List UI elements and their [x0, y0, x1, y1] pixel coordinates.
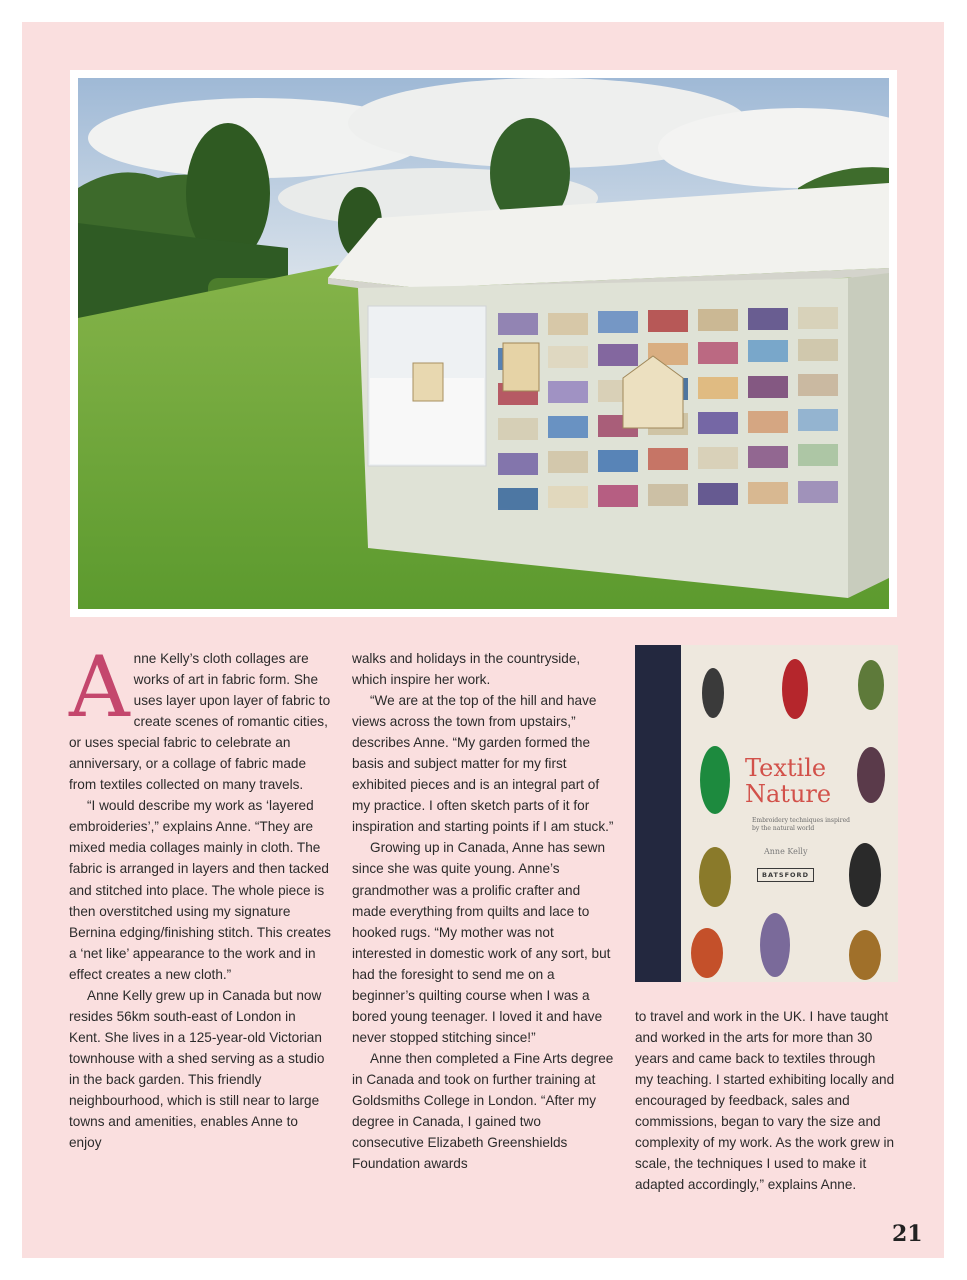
article-column-3 [635, 1006, 897, 1195]
photo-frame [70, 70, 897, 617]
article-paragraph: Anne then completed a Fine Arts degree in Canada and took on further training at Goldsmiths College in London. “After my degree in Canada, I gained two consecutive Elizabeth Greenshields Foundation awards [352, 1050, 614, 1172]
book-cover-image [635, 645, 898, 982]
article-paragraph-text: nne Kelly’s cloth collages are works of art in fabric form. She uses layer upon layer of fabric to create scenes of romantic cities, or uses special fabric to celebrate an anniversary, or a collage of fabric made from textiles collected on many travels. [69, 651, 331, 793]
article-paragraph: “We are at the top of the hill and have views across the town from upstairs,” describes Anne. “My garden formed the basis and subject matter for my first exhibited pieces and is an integral part of my practice. I often sketch parts of it for inspiration and starting points if I am stuck.” [352, 693, 614, 835]
article-column-2 [352, 648, 614, 1174]
page-number: 21 [892, 1221, 923, 1247]
garden-shed-photo [78, 78, 889, 609]
book-title-line: Nature [745, 780, 832, 808]
book-title [745, 755, 865, 807]
book-publisher: BATSFORD [757, 868, 814, 882]
book-title-line: Textile [745, 754, 827, 782]
beetle-illustrations [635, 645, 898, 982]
article-paragraph: Growing up in Canada, Anne has sewn since she was quite young. Anne’s grandmother was a prolific crafter and made everything from quilts and lace to hooked rugs. “My mother was not interested in domestic work of any sort, but had the foresight to send me on a beginner’s quilting course when I was a bored young teenager. I loved it and have never stopped stitching since!” [352, 840, 611, 1045]
article-paragraph: Anne Kelly grew up in Canada but now resides 56km south-east of London in Kent. She lives in a 125-year-old Victorian townhouse with a shed serving as a studio in the back garden. This friendly neighbourhood, which is still near to large towns and amenities, enables Anne to enjoy [69, 987, 325, 1151]
book-subtitle: Embroidery techniques inspired by the natural world [752, 817, 850, 832]
article-paragraph [69, 638, 331, 795]
article-paragraph: to travel and work in the UK. I have taught and worked in the arts for more than 30 years and came back to textiles through my teaching. I started exhibiting locally and encouraged by feedback, sales and commissions, began to vary the size and complexity of my work. As the work grew in scale, the techniques I used to make it adapted accordingly,” explains Anne. [635, 1009, 895, 1193]
book-author: Anne Kelly [764, 847, 808, 856]
article-column-1 [69, 638, 331, 1153]
article-paragraph: “I would describe my work as ‘layered embroideries’,” explains Anne. “They are mixed media collages mainly in cloth. The fabric is arranged in layers and then tacked and stitched into place. The whole piece is then overstitched using my signature Bernina edging/finishing stitch. This creates a ‘net like’ appearance to the work and in effect creates a new cloth.” [69, 798, 331, 982]
drop-cap: A [69, 638, 130, 736]
article-paragraph: walks and holidays in the countryside, which inspire her work. [352, 651, 581, 688]
